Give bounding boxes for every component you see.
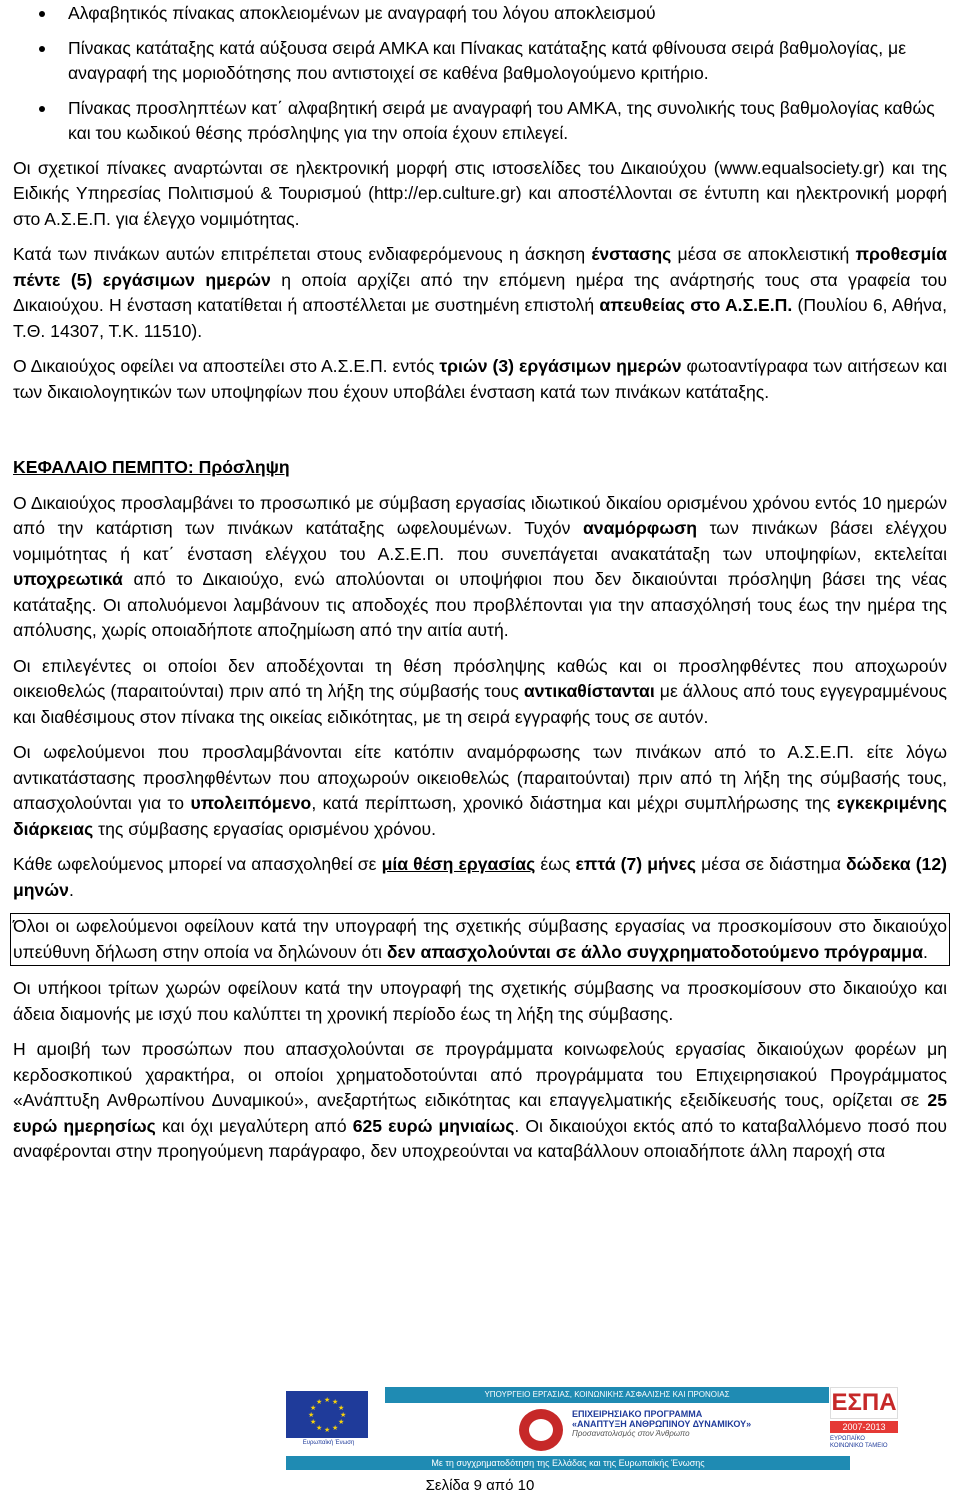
espa-caption: ΕΥΡΩΠΑΪΚΟ ΚΟΙΝΩΝΙΚΟ ΤΑΜΕΙΟ [830, 1436, 888, 1449]
programme-title [572, 1409, 772, 1439]
espa-years: 2007-2013 [830, 1421, 898, 1433]
bold-text: προθεσμία πέντε (5) εργάσιμων ημερών [13, 244, 947, 290]
list-item: Αλφαβητικός πίνακας αποκλειομένων με αναγραφή του λόγου αποκλεισμού [13, 1, 947, 27]
text-run: (Πουλίου 6, Αθήνα, Τ.Θ. 14307, Τ.Κ. 11510). [13, 295, 947, 341]
bold-text: υποχρεωτικά [13, 569, 123, 589]
bold-text: υπολειπόμενο [190, 793, 312, 813]
eu-logo [286, 1391, 371, 1459]
text-run: των πινάκων βάσει ελέγχου νομιμότητας ή κατ΄ ένσταση ελέγχου του Α.Σ.Ε.Π. που συνεπάγεται ανακατάταξη των υποψηφίων, εκτελείται [13, 518, 947, 564]
text-run: Κατά των πινάκων αυτών επιτρέπεται στους ενδιαφερόμενους η άσκηση [13, 244, 592, 264]
chapter-heading: ΚΕΦΑΛΑΙΟ ΠΕΜΠΤΟ: Πρόσληψη [13, 457, 290, 477]
list-item: Πίνακας κατάταξης κατά αύξουσα σειρά ΑΜΚΑ και Πίνακας κατάταξης κατά φθίνουσα σειρά βαθμολογίας, με αναγραφή της μοριοδότησης που αντιστοιχεί σε καθένα βαθμολογούμενο κριτήριο. [13, 36, 947, 87]
ministry-banner: ΥΠΟΥΡΓΕΙΟ ΕΡΓΑΣΙΑΣ, ΚΟΙΝΩΝΙΚΗΣ ΑΣΦΑΛΙΣΗΣ ΚΑΙ ΠΡΟΝΟΙΑΣ [385, 1387, 829, 1403]
text-run: Οι ωφελούμενοι που προσλαμβάνονται είτε κατόπιν αναμόρφωσης των πινάκων από το Α.Σ.Ε.Π. είτε λόγω αντικατάστασης προσληφθέντων που αποχωρούν οικειοθελώς (παραιτούνται) πριν από τη λήξη της σύμβασής τους, απασχολούνται για το [13, 742, 947, 813]
bold-text: αναμόρφωση [582, 518, 698, 538]
bold-text: επτά (7) μήνες [575, 854, 697, 874]
bold-text: ένστασης [591, 244, 672, 264]
cofunding-banner: Με τη συγχρηματοδότηση της Ελλάδας και της Ευρωπαϊκής Ένωσης [286, 1456, 850, 1470]
text-run: φωτοαντίγραφα των αιτήσεων και των δικαιολογητικών των υποψηφίων που έχουν υποβάλει ένσταση κατά των πινάκων κατάταξης. [13, 356, 948, 402]
text-run: μέσα σε αποκλειστική [671, 244, 856, 264]
foreign-paragraph: Οι υπήκοοι τρίτων χωρών οφείλουν κατά την υπογραφή της σχετικής σύμβασης να προσκομίσουν στο δικαιούχο και άδεια διαμονής με ισχύ που καλύπτει τη χρονική περίοδο έως τη λήξη της σύμβασης. [13, 978, 947, 1024]
bold-text: αντικαθίστανται [523, 681, 655, 701]
hire-paragraph [13, 491, 947, 644]
espa-logo [830, 1387, 900, 1457]
bold-text: απευθείας στο Α.Σ.Ε.Π. [599, 295, 793, 315]
text-run: μέσα σε διάστημα [696, 854, 846, 874]
text-run: με άλλους από τους εγγεγραμμένους και διαθέσιμους στον πίνακα της οικείας ειδικότητας, με τη σειρά εγγραφής τους σε αυτόν. [13, 681, 947, 727]
list-item: Πίνακας προσληπτέων κατ΄ αλφαβητική σειρά με αναγραφή του ΑΜΚΑ, της συνολικής τους βαθμολογίας καθώς και του κωδικού θέσης πρόσληψης για την οποία έχουν επιλεγεί. [13, 96, 947, 147]
limit-paragraph [13, 852, 947, 903]
espa-title: ΕΣΠΑ [830, 1387, 898, 1419]
text-run: Η αμοιβή των προσώπων που απασχολούνται σε προγράμματα κοινωφελούς εργασίας δικαιούχων φορέων μη κερδοσκοπικού χαρακτήρα, οι οποίοι χρηματοδοτούνται από προγράμματα του Επιχειρησιακού Προγράμματος «Ανάπτυξη Ανθρωπίνου Δυναμικού», ανεξαρτήτως ειδικότητας και επαγγελματικής εξειδίκευσής τους, ορίζεται σε [13, 1039, 947, 1110]
text-run: , κατά περίπτωση, χρονικό διάστημα και μέχρι συμπλήρωσης της [311, 793, 837, 813]
text-run: από το Δικαιούχο, ενώ απολύονται οι υποψήφιοι που δεν δικαιούνται πρόσληψη βάσει της νέας κατάταξης. Οι απολυόμενοι λαμβάνουν τις αποδοχές που προβλέπονται για την απασχόλησή τους έως την ημέρα της απόλυσης, χωρίς οποιαδήποτε αποζημίωση από την αιτία αυτή. [13, 569, 947, 640]
text-run: . [68, 879, 74, 900]
programme-line: «ΑΝΑΠΤΥΞΗ ΑΝΘΡΩΠΙΝΟΥ ΔΥΝΑΜΙΚΟΥ» [572, 1419, 752, 1429]
bold-text: εγκεκριμένης διάρκειας [13, 793, 947, 839]
programme-subtitle: Προσανατολισμός στον Άνθρωπο [572, 1429, 690, 1438]
text-run: έως [535, 854, 576, 874]
programme-logo-icon [519, 1409, 563, 1451]
funding-logos [0, 1387, 960, 1457]
tables-list [13, 1, 947, 147]
eu-caption: Ευρωπαϊκή Ένωση [302, 1440, 355, 1446]
bold-text: 625 ευρώ μηνιαίως [352, 1115, 515, 1136]
programme-line: ΕΠΙΧΕΙΡΗΣΙΑΚΟ ΠΡΟΓΡΑΜΜΑ [572, 1409, 703, 1419]
text-run: της σύμβασης εργασίας ορισμένου χρόνου. [93, 818, 437, 839]
bold-underlined-text: μία θέση εργασίας [381, 854, 536, 874]
pay-paragraph [13, 1037, 947, 1165]
send-paragraph [13, 354, 947, 405]
text-run: Ο Δικαιούχος προσλαμβάνει το προσωπικό με σύμβαση εργασίας ιδιωτικού δικαίου ορισμένου χρόνου εντός 10 ημερών από την κατάρτιση των πινάκων κατάταξης ωφελουμένων. Τυχόν [13, 492, 947, 538]
replace-paragraph [13, 654, 947, 731]
text-run: και όχι μεγαλύτερη από [155, 1115, 353, 1136]
bold-text: δώδεκα (12) μηνών [13, 854, 947, 900]
eu-flag-icon: ★ ★ ★ ★ ★ ★ ★ ★ ★ ★ ★ ★ [286, 1391, 368, 1438]
bold-text: τριών (3) εργάσιμων ημερών [439, 356, 682, 376]
text-run: η οποία αρχίζει από την επόμενη ημέρα της ανάρτησής τους στα γραφεία του Δικαιούχου. Η ένσταση κατατίθεται ή αποστέλλεται με συστημένη επιστολή [13, 269, 947, 315]
objection-paragraph [13, 242, 947, 344]
bold-text: 25 ευρώ ημερησίως [13, 1090, 947, 1136]
text-run: . Οι δικαιούχοι εκτός από το καταβαλλόμενο ποσό που αναφέρονται στην προηγούμενη παράγραφο, δεν υποχρεούνται να καταβάλλουν οποιαδήποτε άλλη παροχή στα [13, 1115, 948, 1161]
text-run: Κάθε ωφελούμενος μπορεί να απασχοληθεί σε [13, 854, 382, 874]
declaration-box [10, 913, 950, 966]
substitute-paragraph [13, 740, 947, 842]
text-run: . [923, 941, 928, 962]
page-number: Σελίδα 9 από 10 [425, 1477, 535, 1494]
text-run: Ο Δικαιούχος οφείλει να αποστείλει στο Α.Σ.Ε.Π. εντός [13, 356, 440, 376]
publish-paragraph: Οι σχετικοί πίνακες αναρτώνται σε ηλεκτρονική μορφή στις ιστοσελίδες του Δικαιούχου (www.equalsociety.gr) και της Ειδικής Υπηρεσίας Πολιτισμού & Τουρισμού (http://ep.culture.gr) και αποστέλλονται σε έντυπη και ηλεκτρονική μορφή στο Α.Σ.Ε.Π. για έλεγχο νομιμότητας. [13, 157, 947, 229]
text-run: Όλοι οι ωφελούμενοι οφείλουν κατά την υπογραφή της σχετικής σύμβασης εργασίας να προσκομίσουν στο δικαιούχο υπεύθυνη δήλωση στην οποία να δηλώνουν ότι [13, 916, 947, 962]
text-run: Οι επιλεγέντες οι οποίοι δεν αποδέχονται τη θέση πρόσληψης καθώς και οι προσληφθέντες που αποχωρούν οικειοθελώς (παραιτούνται) πριν από τη λήξη της σύμβασής τους [13, 655, 947, 701]
bold-text: δεν απασχολούνται σε άλλο συγχρηματοδοτούμενο πρόγραμμα [386, 941, 924, 962]
document-body [13, 0, 947, 1165]
